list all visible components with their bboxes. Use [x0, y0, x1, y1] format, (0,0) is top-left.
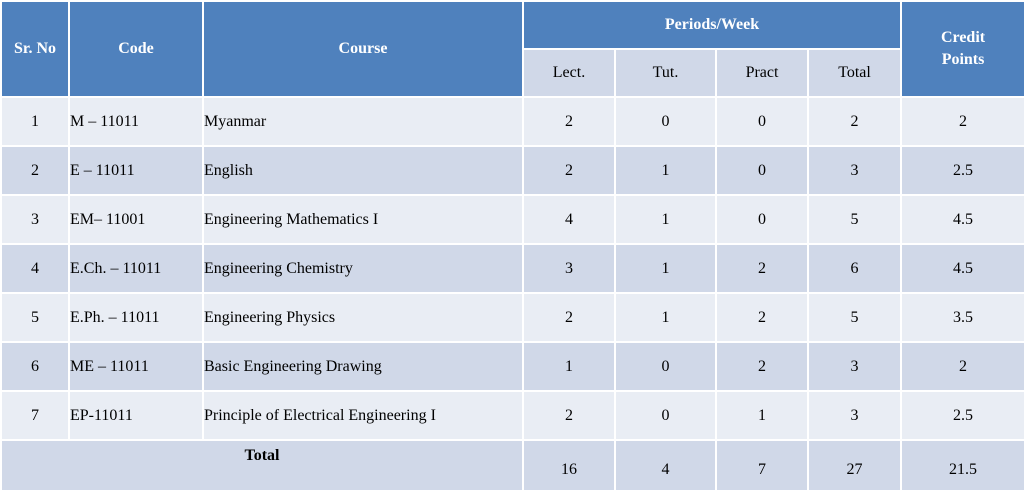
cell-code: E – 11011 — [69, 146, 203, 195]
cell-course: Basic Engineering Drawing — [203, 342, 523, 391]
cell-code: EP-11011 — [69, 391, 203, 440]
cell-tut: 1 — [615, 146, 716, 195]
cell-credit: 2.5 — [901, 391, 1024, 440]
cell-pract: 0 — [716, 195, 808, 244]
header-course: Course — [203, 1, 523, 97]
cell-total: 2 — [808, 97, 901, 146]
total-credit: 21.5 — [901, 440, 1024, 491]
total-row — [1, 440, 1024, 491]
header-credit-line2: Points — [941, 51, 985, 68]
header-row — [1, 1, 1024, 49]
header-pract: Pract — [716, 49, 808, 97]
header-total: Total — [808, 49, 901, 97]
table-row — [1, 195, 1024, 244]
header-periods-week: Periods/Week — [523, 1, 901, 49]
cell-tut: 1 — [615, 195, 716, 244]
cell-pract: 1 — [716, 391, 808, 440]
cell-pract: 2 — [716, 342, 808, 391]
cell-credit: 3.5 — [901, 293, 1024, 342]
cell-sr: 4 — [1, 244, 69, 293]
cell-code: EM– 11001 — [69, 195, 203, 244]
cell-course: Myanmar — [203, 97, 523, 146]
cell-sr: 3 — [1, 195, 69, 244]
cell-total: 6 — [808, 244, 901, 293]
cell-code: M – 11011 — [69, 97, 203, 146]
cell-course: English — [203, 146, 523, 195]
header-sr-no: Sr. No — [1, 1, 69, 97]
cell-tut: 0 — [615, 97, 716, 146]
cell-course: Engineering Mathematics I — [203, 195, 523, 244]
cell-code: E.Ch. – 11011 — [69, 244, 203, 293]
cell-credit: 4.5 — [901, 195, 1024, 244]
total-lect: 16 — [523, 440, 615, 491]
total-tut: 4 — [615, 440, 716, 491]
table-row — [1, 391, 1024, 440]
header-code: Code — [69, 1, 203, 97]
cell-pract: 2 — [716, 244, 808, 293]
table-row — [1, 293, 1024, 342]
header-tut: Tut. — [615, 49, 716, 97]
cell-tut: 1 — [615, 244, 716, 293]
cell-pract: 0 — [716, 97, 808, 146]
cell-total: 3 — [808, 391, 901, 440]
cell-course: Engineering Chemistry — [203, 244, 523, 293]
header-lect: Lect. — [523, 49, 615, 97]
cell-lect: 2 — [523, 293, 615, 342]
total-label: Total — [1, 440, 523, 491]
cell-tut: 0 — [615, 391, 716, 440]
cell-lect: 2 — [523, 97, 615, 146]
header-credit-line1: Credit — [940, 29, 986, 46]
table-row — [1, 146, 1024, 195]
cell-sr: 2 — [1, 146, 69, 195]
cell-tut: 1 — [615, 293, 716, 342]
cell-lect: 4 — [523, 195, 615, 244]
cell-credit: 2 — [901, 342, 1024, 391]
cell-sr: 7 — [1, 391, 69, 440]
cell-code: ME – 11011 — [69, 342, 203, 391]
total-total: 27 — [808, 440, 901, 491]
cell-lect: 2 — [523, 391, 615, 440]
cell-sr: 1 — [1, 97, 69, 146]
table-row — [1, 342, 1024, 391]
total-pract: 7 — [716, 440, 808, 491]
cell-total: 5 — [808, 293, 901, 342]
cell-course: Principle of Electrical Engineering I — [203, 391, 523, 440]
cell-course: Engineering Physics — [203, 293, 523, 342]
cell-sr: 5 — [1, 293, 69, 342]
cell-credit: 2.5 — [901, 146, 1024, 195]
cell-lect: 1 — [523, 342, 615, 391]
cell-pract: 0 — [716, 146, 808, 195]
table-row — [1, 244, 1024, 293]
cell-total: 3 — [808, 342, 901, 391]
cell-sr: 6 — [1, 342, 69, 391]
table-row — [1, 97, 1024, 146]
cell-lect: 3 — [523, 244, 615, 293]
cell-pract: 2 — [716, 293, 808, 342]
cell-credit: 2 — [901, 97, 1024, 146]
cell-total: 3 — [808, 146, 901, 195]
cell-total: 5 — [808, 195, 901, 244]
cell-lect: 2 — [523, 146, 615, 195]
cell-tut: 0 — [615, 342, 716, 391]
cell-credit: 4.5 — [901, 244, 1024, 293]
header-credit-points — [901, 1, 1024, 97]
cell-code: E.Ph. – 11011 — [69, 293, 203, 342]
